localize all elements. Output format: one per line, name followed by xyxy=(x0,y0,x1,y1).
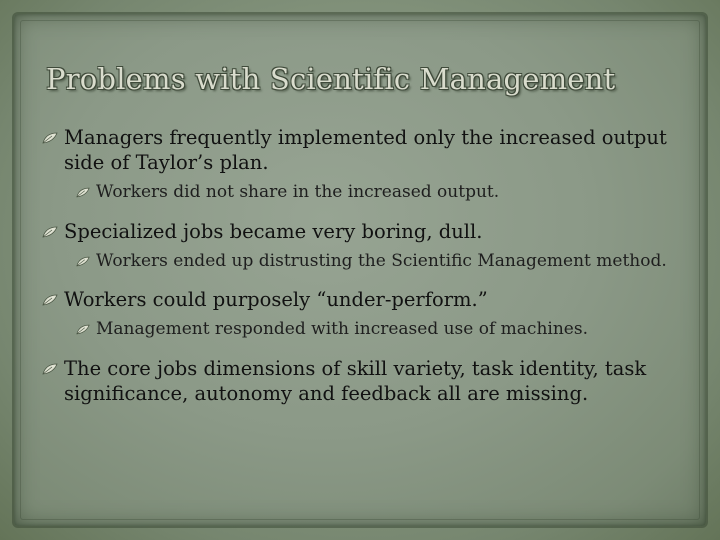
slide-title: Problems with Scientific Management xyxy=(46,62,616,96)
leaf-bullet-icon xyxy=(42,363,58,375)
bullet-text: The core jobs dimensions of skill variety, task identity, task significance, autonomy and feedback all are missing. xyxy=(64,357,647,406)
leaf-bullet-icon xyxy=(42,294,58,306)
leaf-bullet-icon xyxy=(76,256,90,267)
bullet-item xyxy=(42,182,682,204)
spacer xyxy=(42,210,682,220)
leaf-bullet-icon xyxy=(42,226,58,238)
bullet-text: Management responded with increased use of machines. xyxy=(96,319,588,340)
bullet-text: Workers could purposely “under-perform.” xyxy=(64,288,488,312)
bullet-text: Workers ended up distrusting the Scientific Management method. xyxy=(96,250,667,271)
bullet-item xyxy=(42,220,682,245)
bullet-text: Workers did not share in the increased output. xyxy=(96,181,500,202)
bullet-item xyxy=(42,357,682,407)
spacer xyxy=(42,278,682,288)
bullet-item xyxy=(42,288,682,313)
spacer xyxy=(42,347,682,357)
bullet-item xyxy=(42,126,682,176)
bullet-text: Managers frequently implemented only the increased output side of Taylor’s plan. xyxy=(64,126,667,174)
bullet-item xyxy=(42,251,682,273)
bullet-list xyxy=(42,126,682,413)
leaf-bullet-icon xyxy=(76,187,90,198)
bullet-text: Specialized jobs became very boring, dull. xyxy=(64,219,483,243)
leaf-bullet-icon xyxy=(42,132,58,144)
leaf-bullet-icon xyxy=(76,324,90,335)
bullet-item xyxy=(42,319,682,341)
